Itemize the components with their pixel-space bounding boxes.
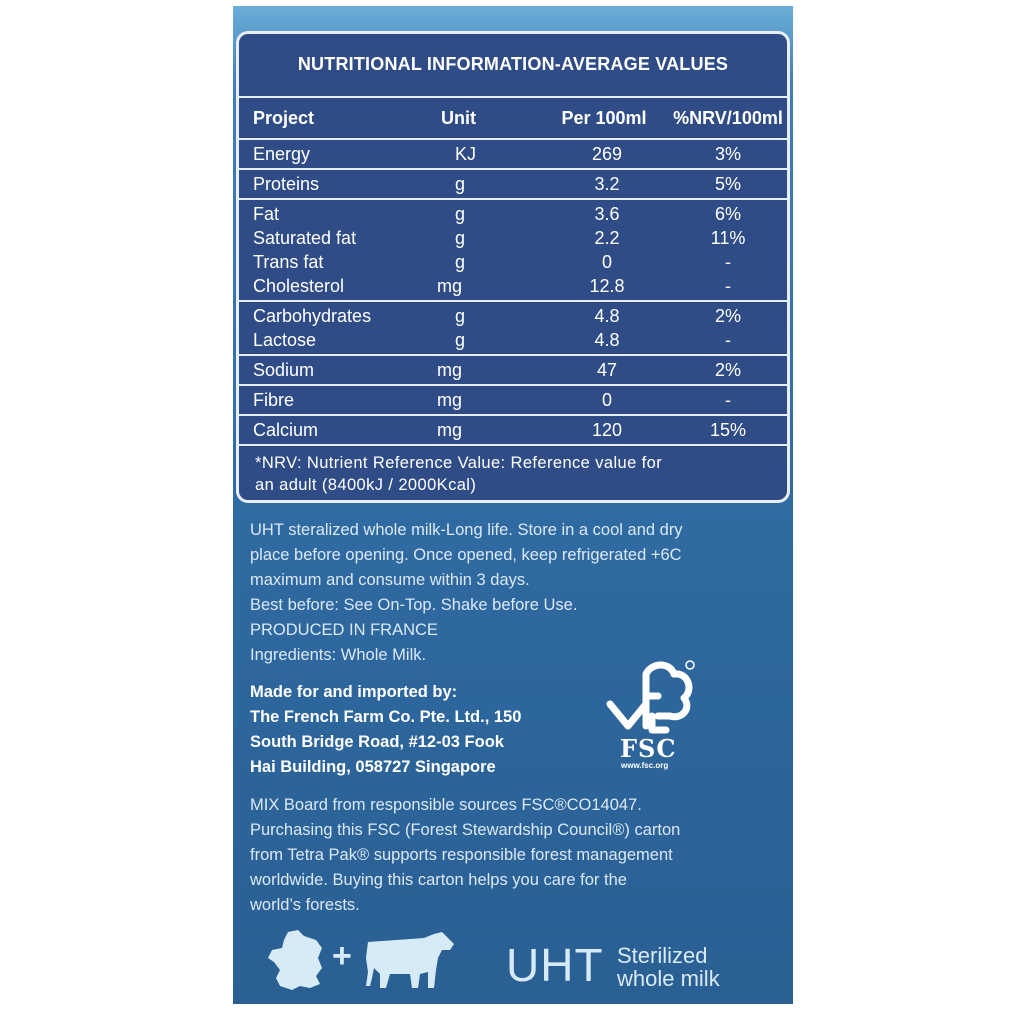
nutrient-nrv: - xyxy=(725,252,731,272)
table-row xyxy=(239,304,787,328)
importer-info xyxy=(250,680,580,780)
nutrient-nrv: 6% xyxy=(714,204,741,224)
storage-line: UHT steralized whole milk-Long life. Store in a cool and dry xyxy=(250,521,683,539)
nutrient-nrv: 15% xyxy=(709,420,747,440)
sterilized-line: Sterilized xyxy=(617,943,708,968)
footnote-line: *NRV: Nutrient Reference Value: Reference value for xyxy=(255,454,663,472)
nutrition-group xyxy=(239,414,787,444)
nutrient-name: Saturated fat xyxy=(253,228,357,248)
france-map-icon xyxy=(266,928,326,992)
table-row xyxy=(239,202,787,226)
nutrient-unit: mg xyxy=(437,360,463,380)
nutrition-panel xyxy=(236,31,790,503)
nutrition-table-body xyxy=(239,138,787,444)
nutrient-name: Trans fat xyxy=(253,252,324,272)
origin: PRODUCED IN FRANCE xyxy=(250,621,438,639)
nutrient-name: Proteins xyxy=(253,174,320,194)
table-row xyxy=(239,328,787,352)
table-header xyxy=(239,98,787,138)
nutrient-unit: g xyxy=(455,174,466,194)
nutrient-per100: 3.6 xyxy=(594,204,620,224)
nutrition-group xyxy=(239,198,787,300)
nutrient-name: Sodium xyxy=(253,360,315,380)
nutrient-unit: g xyxy=(455,252,466,272)
nutrient-per100: 4.8 xyxy=(594,330,620,350)
nutrient-name: Cholesterol xyxy=(253,276,345,296)
fsc-line: MIX Board from responsible sources FSC®CO14047. xyxy=(250,796,642,814)
header-per100: Per 100ml xyxy=(561,107,647,128)
table-row xyxy=(239,418,787,442)
nutrient-name: Fibre xyxy=(253,390,295,410)
fsc-line: from Tetra Pak® supports responsible forest management xyxy=(250,846,673,864)
fsc-url: www.fsc.org xyxy=(621,761,669,770)
table-row xyxy=(239,142,787,166)
nutrient-per100: 0 xyxy=(601,252,612,272)
nutrient-nrv: - xyxy=(725,330,731,350)
fsc-line: Purchasing this FSC (Forest Stewardship Council®) carton xyxy=(250,821,681,839)
nutrient-nrv: 11% xyxy=(710,228,746,248)
ingredients: Ingredients: Whole Milk. xyxy=(250,646,427,664)
table-row xyxy=(239,274,787,298)
nutrient-per100: 0 xyxy=(601,390,612,410)
nutrient-nrv: - xyxy=(725,390,731,410)
nutrient-name: Calcium xyxy=(253,420,319,440)
nutrient-unit: mg xyxy=(437,420,463,440)
nutrient-nrv: 5% xyxy=(714,174,741,194)
uht-label: UHT xyxy=(506,939,604,991)
nutrient-name: Carbohydrates xyxy=(253,306,372,326)
storage-line: place before opening. Once opened, keep refrigerated +6C xyxy=(250,546,682,564)
storage-instructions xyxy=(250,518,770,668)
nutrient-name: Lactose xyxy=(253,330,317,350)
importer-line: South Bridge Road, #12-03 Fook xyxy=(250,733,504,751)
header-unit: Unit xyxy=(441,107,476,128)
nutrient-name: Fat xyxy=(253,204,280,224)
table-row xyxy=(239,226,787,250)
header-project: Project xyxy=(253,107,315,128)
nutrient-unit: mg xyxy=(437,276,463,296)
header-nrv: %NRV/100ml xyxy=(673,107,783,128)
best-before: Best before: See On-Top. Shake before Use. xyxy=(250,596,578,614)
nutrient-per100: 12.8 xyxy=(589,276,625,296)
table-row xyxy=(239,358,787,382)
table-row xyxy=(239,172,787,196)
nutrient-unit: g xyxy=(455,228,466,248)
fsc-line: worldwide. Buying this carton helps you care for the xyxy=(250,871,627,889)
nrv-footnote xyxy=(239,444,787,496)
nutrient-per100: 269 xyxy=(591,144,623,164)
table-row xyxy=(239,250,787,274)
nutrition-group xyxy=(239,138,787,168)
nutrient-per100: 120 xyxy=(591,420,623,440)
nutrient-per100: 4.8 xyxy=(594,306,620,326)
sterilized-label xyxy=(617,944,720,990)
nutrient-nrv: 3% xyxy=(714,144,741,164)
nutrition-group xyxy=(239,168,787,198)
nutrient-unit: g xyxy=(455,204,466,224)
panel-title: NUTRITIONAL INFORMATION-AVERAGE VALUES xyxy=(297,54,729,74)
plus-sign: + xyxy=(332,937,352,975)
nutrient-per100: 47 xyxy=(596,360,618,380)
storage-line: maximum and consume within 3 days. xyxy=(250,571,530,589)
fsc-logo-text: FSC xyxy=(620,734,677,763)
nutrition-group xyxy=(239,300,787,354)
nutrient-unit: KJ xyxy=(455,144,477,164)
nutrient-nrv: 2% xyxy=(714,306,741,326)
nutrient-nrv: 2% xyxy=(714,360,741,380)
fsc-line: world’s forests. xyxy=(250,896,360,914)
importer-line: Made for and imported by: xyxy=(250,683,458,701)
nutrient-per100: 3.2 xyxy=(594,174,620,194)
nutrient-unit: g xyxy=(455,330,466,350)
cow-icon xyxy=(362,928,456,992)
nutrient-unit: mg xyxy=(437,390,463,410)
nutrient-nrv: - xyxy=(725,276,731,296)
importer-line: Hai Building, 058727 Singapore xyxy=(250,758,496,776)
nutrient-unit: g xyxy=(455,306,466,326)
nutrition-group xyxy=(239,384,787,414)
importer-line: The French Farm Co. Pte. Ltd., 150 xyxy=(250,708,522,726)
fsc-statement xyxy=(250,793,780,918)
footnote-line: an adult (8400kJ / 2000Kcal) xyxy=(255,476,477,494)
table-row xyxy=(239,388,787,412)
nutrition-group xyxy=(239,354,787,384)
nutrient-name: Energy xyxy=(253,144,311,164)
nutrient-per100: 2.2 xyxy=(594,228,620,248)
sterilized-line: whole milk xyxy=(617,966,720,991)
